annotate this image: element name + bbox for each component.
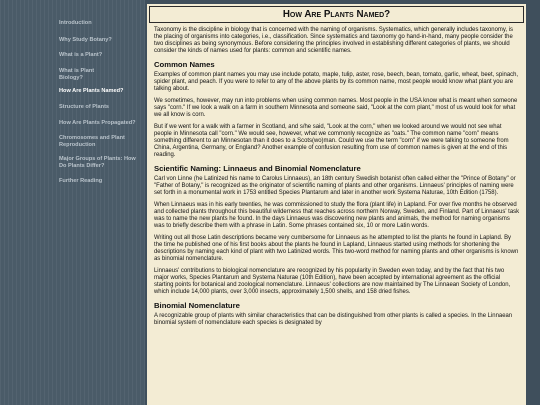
paragraph: Linnaeus' contributions to biological nomenclature are recognized by his popularity in Sweden even today, and by the fact that his two major works, Species Plantarum and Systema Naturae (10th Edition), have been accepted by international agreement as the official starting points for botanical and zoological nomenclature. Linnaeus' collections are now maintained by The Linnaean Society of London, which include 14,000 plants, over 3,000 insects, approximately 1,500 shells, and 158 dried fishes. [154,268,511,295]
section-heading-common-names: Common Names [154,60,215,69]
paragraph: Examples of common plant names you may use include potato, maple, tulip, aster, rose, beech, bean, tomato, garlic, wheat, beet, spinach, spider plant, and peach. If you were to refer to any of the above plants by its common name, most people would know what plant you are talking about. [154,72,519,92]
paragraph: When Linnaeus was in his early twenties, he was commissioned to study the flora (plant life) in Lapland. For over five months he observed and collected plants throughout this beautiful wilderness that reaches across northern Norway, Sweden, and Finland. Part of Linnaeus' task was to name the new plants he found. In the days Linnaeus was discovering new plants and animals, the method for naming organisms was to briefly describe them with a phrase in Latin. Some phrases contained six, 10 or more Latin words. [154,202,520,229]
page-title: How Are Plants Named? [149,6,524,23]
sidebar-item-what-is-a-plant[interactable]: What is a Plant? [59,52,103,58]
sidebar-item-how-are-plants-propagated[interactable]: How Are Plants Propagated? [59,120,136,126]
sidebar-item-introduction[interactable]: Introduction [59,20,92,26]
sidebar-item-how-are-plants-named[interactable]: How Are Plants Named? [59,88,124,94]
paragraph: Carl von Linne (he Latinized his name to Carolus Linnaeus), an 18th century Swedish botanist often called either the "Prince of Botany" or "Father of Botany," is recognized as the originator of scientific naming of plants and other organisms. Linnaeus' principles of naming were set forth in a monumental work in 1753 entitled Species Plantarum and later in another work Systema Naturae, 10th Edition (1758). [154,176,516,196]
sidebar-item-further-reading[interactable]: Further Reading [59,178,103,184]
section-heading-binomial-nomenclature: Binomial Nomenclature [154,301,240,310]
main-content [147,4,526,405]
article-body [147,27,526,327]
intro-paragraph: Taxonomy is the discipline in biology that is concerned with the naming of organisms. Systematics, which generally includes taxonomy, is the placing of organisms into categories, i.e., classification. Since systematics and taxonomy go hand-in-hand, many people consider the two disciplines as being synonymous. Before considering the principles involved in establishing different categories of plants, we should consider the kinds of names used for plants: common and scientific names. [154,27,513,54]
paragraph: A recognizable group of plants with similar characteristics that can be distinguished from other plants is called a species. In the Linnaean binomial system of nomenclature each species is designated by [154,313,513,326]
sidebar-item-what-is-plant-biology[interactable]: What is Plant Biology? [59,68,95,82]
sidebar-item-major-groups-of-plants[interactable]: Major Groups of Plants: How Do Plants Differ? [59,156,136,170]
paragraph: But if we went for a walk with a farmer in Scotland, and s/he said, "Look at the corn," when we looked around we would not see what people in Minnesota call "corn." We would see, however, what we commonly recognize as "oats." The common name "corn" means something different to an Minnesotan than it does to a Scots(wo)man. Could we use the term "corn" if we were talking to someone from China, Argentina, Germany, or England? Another example of confusion resulting from use of common names is given at the end of this reading. [154,124,509,158]
sidebar-nav [0,0,145,405]
sidebar-item-structure-of-plants[interactable]: Structure of Plants [59,104,110,110]
paragraph: Writing out all those Latin descriptions became very cumbersome for Linnaeus as he attempted to list the plants he found in Lapland. By the time he published one of his first books about the plants he found in Lapland, Linnaeus started using methods for shortening the descriptions by naming each kind of plant with two Latinized words. This two-word method for naming plants and other organisms is known as binomial nomenclature. [154,235,519,262]
paragraph: We sometimes, however, may run into problems when using common names. Most people in the USA know what is meant when someone says "corn." If we look a walk on a farm in southern Minnesota and someone said, "Look at the corn plant," most of us would look for what we all know is corn. [154,98,518,118]
section-heading-scientific-naming: Scientific Naming: Linnaeus and Binomial Nomenclature [154,164,361,173]
sidebar-item-chromosomes-and-plant-reproduction[interactable]: Chromosomes and Plant Reproduction [59,135,125,149]
sidebar-item-why-study-botany[interactable]: Why Study Botany? [59,37,112,43]
